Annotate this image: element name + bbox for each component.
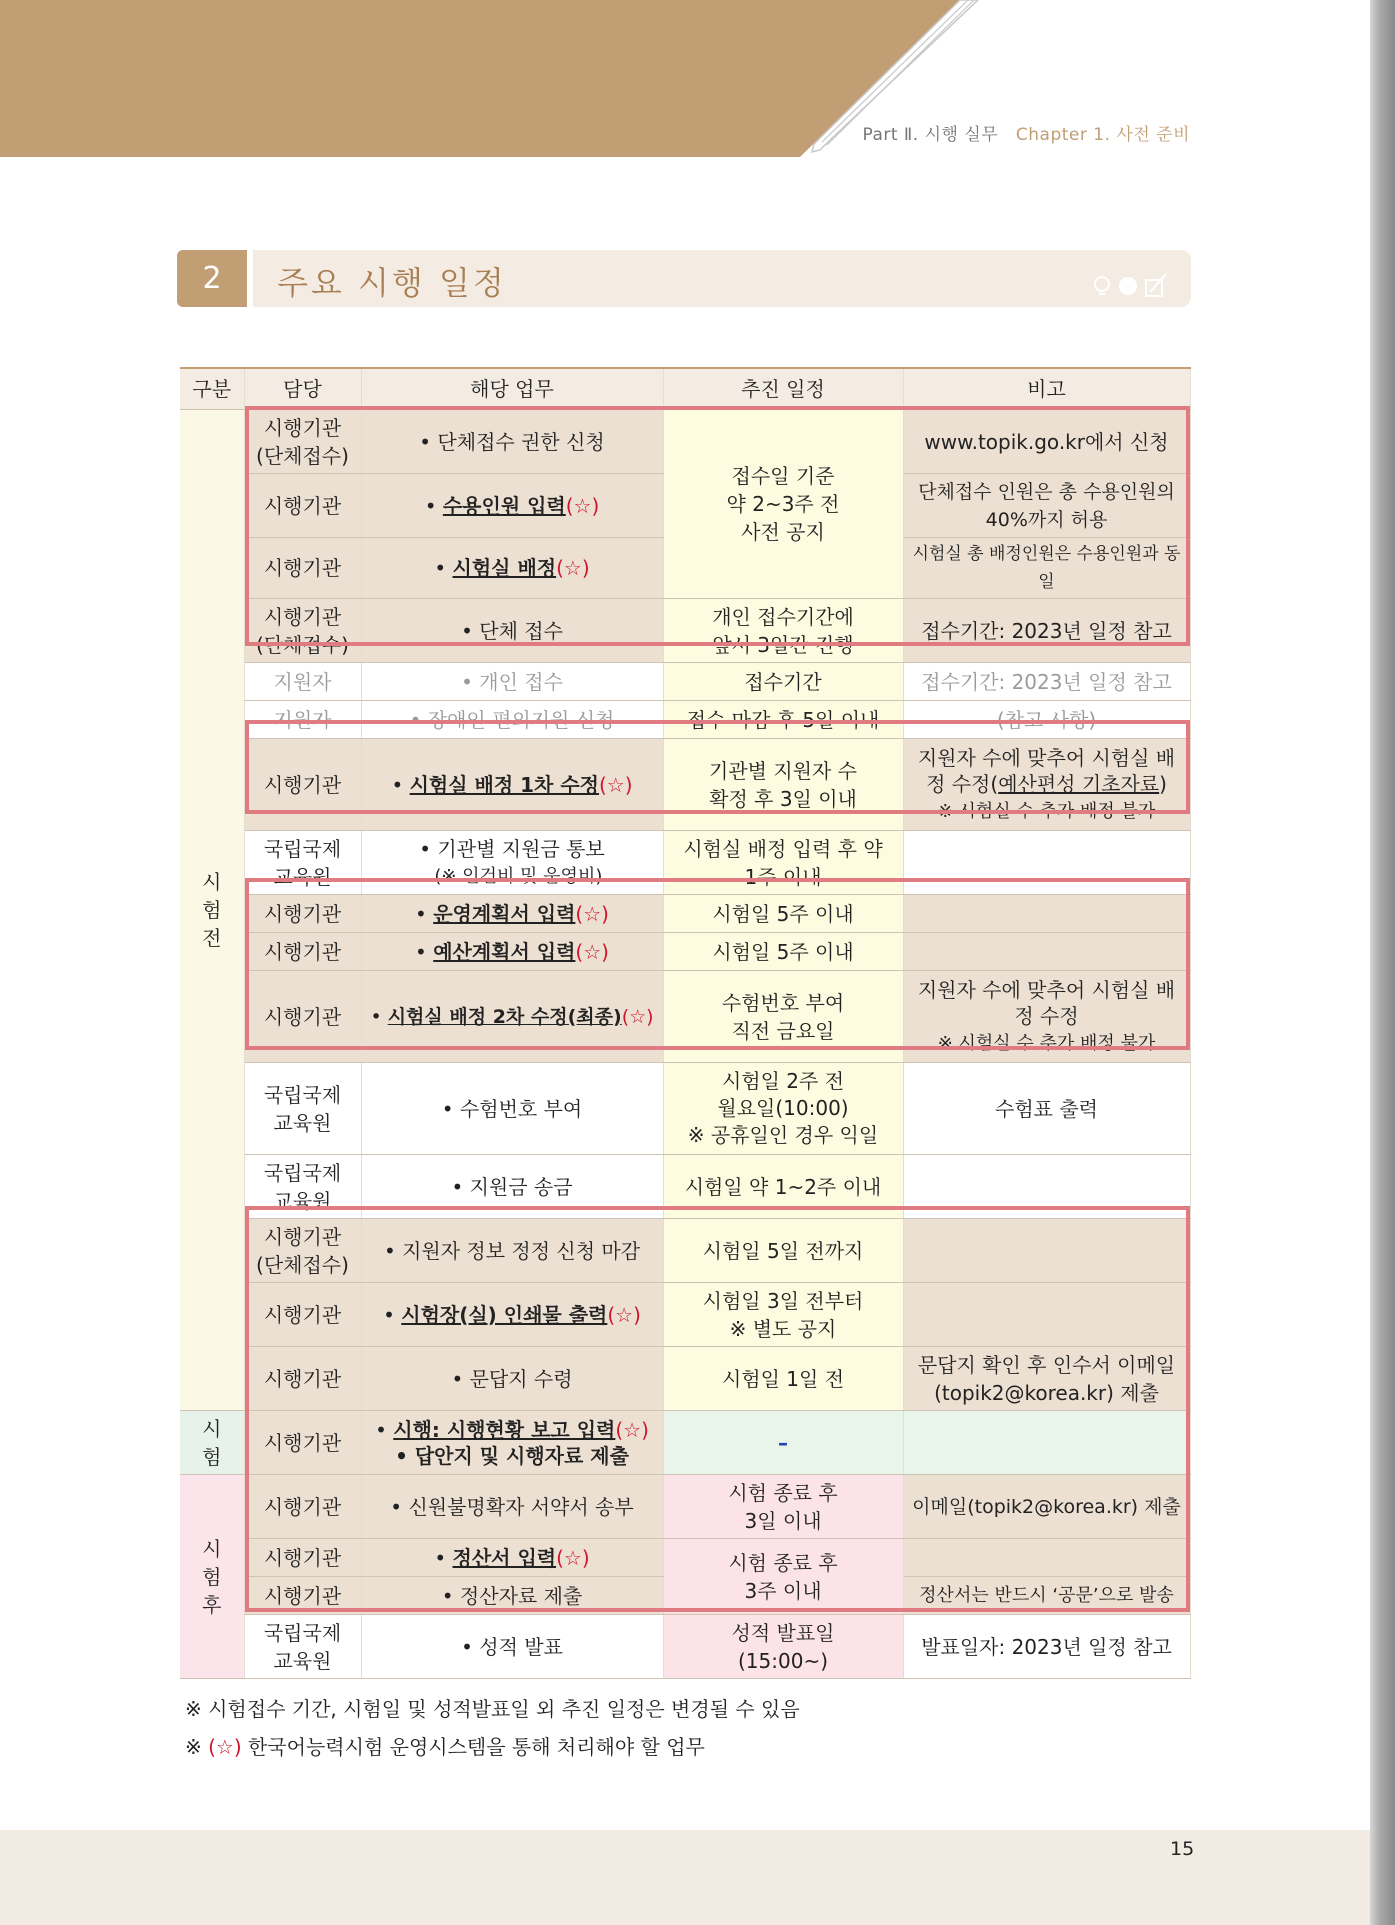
footnote bbox=[185, 1728, 800, 1766]
note-cell bbox=[903, 933, 1190, 971]
bullet: • bbox=[383, 1302, 402, 1327]
owner-cell: 지원자 bbox=[244, 701, 361, 739]
running-header bbox=[862, 120, 1190, 145]
task-cell: • 단체 접수 bbox=[361, 599, 663, 663]
header-note: 비고 bbox=[903, 368, 1190, 410]
schedule-cell: – bbox=[663, 1411, 903, 1475]
note-cell: 시험실 총 배정인원은 수용인원과 동일 bbox=[903, 538, 1190, 599]
owner-cell: 시행기관 bbox=[244, 739, 361, 831]
header-task: 해당 업무 bbox=[361, 368, 663, 410]
task-cell bbox=[361, 895, 663, 933]
task-cell bbox=[361, 933, 663, 971]
owner-cell: 시행기관 bbox=[244, 971, 361, 1063]
decorative-icons bbox=[1090, 272, 1170, 302]
table-row bbox=[180, 831, 1190, 895]
table-row bbox=[180, 1411, 1190, 1475]
lightbulb-icon bbox=[1095, 277, 1109, 294]
table-row bbox=[180, 933, 1190, 971]
note-text: 지원자 수에 맞추어 시험실 배정 수정 bbox=[917, 977, 1176, 1028]
phase-before-label: 시험전 bbox=[202, 870, 222, 950]
phase-during bbox=[180, 1411, 244, 1475]
note-cell: 이메일(topik2@korea.kr) 제출 bbox=[903, 1475, 1190, 1539]
task-cell bbox=[361, 1539, 663, 1577]
note-cell bbox=[903, 739, 1190, 831]
owner-cell: 시행기관 bbox=[244, 1347, 361, 1411]
brain-icon bbox=[1119, 277, 1137, 295]
star-marker: (☆) bbox=[575, 939, 609, 964]
phase-before bbox=[180, 410, 244, 1411]
note-remark: ※ 시험실 수 추가 배정 불가 bbox=[937, 1032, 1156, 1054]
task-text: 시험실 배정 1차 수정 bbox=[409, 772, 599, 797]
star-marker: (☆) bbox=[575, 901, 609, 926]
table-row bbox=[180, 599, 1190, 663]
schedule-cell: 접수일 기준 약 2~3주 전 사전 공지 bbox=[663, 410, 903, 599]
note-text: 지원자 수에 맞추어 시험실 배정 수정( bbox=[917, 745, 1176, 796]
owner-cell: 시행기관 bbox=[244, 474, 361, 538]
note-underlined: 예산편성 기초자료 bbox=[998, 771, 1160, 796]
note-cell: www.topik.go.kr에서 신청 bbox=[903, 410, 1190, 474]
star-marker: (☆) bbox=[208, 1735, 242, 1759]
note-text-end: ) bbox=[1159, 771, 1167, 796]
owner-cell: 시행기관 (단체접수) bbox=[244, 1219, 361, 1283]
star-marker: (☆) bbox=[556, 1545, 590, 1570]
note-cell: 접수기간: 2023년 일정 참고 bbox=[903, 663, 1190, 701]
owner-cell: 국립국제 교육원 bbox=[244, 831, 361, 895]
bullet: • bbox=[415, 901, 434, 926]
header-category: 구분 bbox=[180, 368, 244, 410]
bullet: • bbox=[415, 939, 434, 964]
owner-cell: 지원자 bbox=[244, 663, 361, 701]
schedule-cell: 시험 종료 후 3주 이내 bbox=[663, 1539, 903, 1615]
task-text: 시험실 배정 bbox=[452, 556, 557, 580]
note-pencil-icon bbox=[1146, 274, 1166, 296]
note-cell bbox=[903, 1219, 1190, 1283]
task-text: 정산서 입력 bbox=[452, 1545, 557, 1570]
owner-cell: 시행기관 bbox=[244, 933, 361, 971]
owner-cell: 시행기관 bbox=[244, 1539, 361, 1577]
bullet: • bbox=[370, 1005, 388, 1028]
note-cell bbox=[903, 1539, 1190, 1577]
header-schedule: 추진 일정 bbox=[663, 368, 903, 410]
note-cell: 정산서는 반드시 ‘공문’으로 발송 bbox=[903, 1577, 1190, 1615]
schedule-cell: 접수 마감 후 5일 이내 bbox=[663, 701, 903, 739]
task-text: 시험장(실) 인쇄물 출력 bbox=[401, 1302, 608, 1327]
table-row bbox=[180, 895, 1190, 933]
schedule-cell: 시험실 배정 입력 후 약 1주 이내 bbox=[663, 831, 903, 895]
note-cell: 문답지 확인 후 인수서 이메일 (topik2@korea.kr) 제출 bbox=[903, 1347, 1190, 1411]
owner-cell: 시행기관 (단체접수) bbox=[244, 410, 361, 474]
schedule-cell: 수험번호 부여 직전 금요일 bbox=[663, 971, 903, 1063]
header-owner: 담당 bbox=[244, 368, 361, 410]
note-cell: 접수기간: 2023년 일정 참고 bbox=[903, 599, 1190, 663]
schedule-cell: 접수기간 bbox=[663, 663, 903, 701]
task-text: 예산계획서 입력 bbox=[433, 939, 576, 964]
owner-cell: 시행기관 (단체접수) bbox=[244, 599, 361, 663]
owner-cell: 시행기관 bbox=[244, 1577, 361, 1615]
task-cell bbox=[361, 538, 663, 599]
table-row bbox=[180, 410, 1190, 474]
note-cell: 단체접수 인원은 총 수용인원의 40%까지 허용 bbox=[903, 474, 1190, 538]
owner-cell: 시행기관 bbox=[244, 895, 361, 933]
owner-cell: 국립국제 교육원 bbox=[244, 1615, 361, 1679]
footnote: ※ 시험접수 기간, 시험일 및 성적발표일 외 추진 일정은 변경될 수 있음 bbox=[185, 1697, 800, 1721]
task-cell: • 장애인 편의지원 신청 bbox=[361, 701, 663, 739]
star-marker: (☆) bbox=[565, 493, 600, 518]
table-row bbox=[180, 1475, 1190, 1539]
owner-cell: 시행기관 bbox=[244, 1475, 361, 1539]
schedule-cell: 시험 종료 후 3일 이내 bbox=[663, 1475, 903, 1539]
note-cell bbox=[903, 1155, 1190, 1219]
phase-after-label: 시험후 bbox=[202, 1536, 222, 1617]
footnote-mark: ※ bbox=[185, 1735, 209, 1759]
note-cell bbox=[903, 831, 1190, 895]
note-cell bbox=[903, 1411, 1190, 1475]
owner-cell: 시행기관 bbox=[244, 538, 361, 599]
header-part: Part Ⅱ. 시행 실무 bbox=[862, 125, 999, 145]
phase-after bbox=[180, 1475, 244, 1679]
task-text: • 기관별 지원금 통보 bbox=[419, 836, 605, 861]
task-cell bbox=[361, 474, 663, 538]
section-number: 2 bbox=[177, 250, 247, 307]
task-cell: • 정산자료 제출 bbox=[361, 1577, 663, 1615]
owner-cell: 국립국제 교육원 bbox=[244, 1155, 361, 1219]
schedule-cell: 개인 접수기간에 앞서 3일간 진행 bbox=[663, 599, 903, 663]
schedule-cell: 시험일 5일 전까지 bbox=[663, 1219, 903, 1283]
task-cell bbox=[361, 1411, 663, 1475]
table-row bbox=[180, 701, 1190, 739]
owner-cell: 시행기관 bbox=[244, 1283, 361, 1347]
table-row bbox=[180, 1219, 1190, 1283]
task-subtext: (※ 인건비 및 운영비) bbox=[434, 865, 603, 887]
note-cell bbox=[903, 1283, 1190, 1347]
star-marker: (☆) bbox=[598, 772, 633, 797]
page-number: 15 bbox=[1170, 1838, 1195, 1860]
note-remark: ※ 시험실 수 추가 배정 불가 bbox=[937, 800, 1156, 822]
task-cell: • 단체접수 권한 신청 bbox=[361, 410, 663, 474]
star-marker: (☆) bbox=[621, 1005, 654, 1028]
note-cell: 수험표 출력 bbox=[903, 1063, 1190, 1155]
owner-cell: 국립국제 교육원 bbox=[244, 1063, 361, 1155]
page-edge bbox=[1370, 0, 1395, 1925]
schedule-cell: 기관별 지원자 수 확정 후 3일 이내 bbox=[663, 739, 903, 831]
task-text: 운영계획서 입력 bbox=[433, 901, 576, 926]
task-cell bbox=[361, 831, 663, 895]
task-cell bbox=[361, 971, 663, 1063]
owner-cell: 시행기관 bbox=[244, 1411, 361, 1475]
schedule-table bbox=[180, 367, 1191, 1679]
table-row bbox=[180, 663, 1190, 701]
task-text: 시험실 배정 2차 수정(최종) bbox=[387, 1005, 622, 1028]
note-cell bbox=[903, 895, 1190, 933]
bullet: • bbox=[375, 1417, 394, 1442]
bullet: • bbox=[434, 556, 453, 580]
task-cell: • 개인 접수 bbox=[361, 663, 663, 701]
phase-during-label: 시험 bbox=[202, 1416, 222, 1469]
table-row bbox=[180, 1283, 1190, 1347]
header-chapter: Chapter 1. 사전 준비 bbox=[1015, 125, 1190, 145]
task-cell: • 성적 발표 bbox=[361, 1615, 663, 1679]
schedule-cell: 시험일 약 1~2주 이내 bbox=[663, 1155, 903, 1219]
schedule-cell: 시험일 1일 전 bbox=[663, 1347, 903, 1411]
task-cell: • 수험번호 부여 bbox=[361, 1063, 663, 1155]
footer-band bbox=[0, 1830, 1370, 1925]
task-text-2: • 답안지 및 시행자료 제출 bbox=[395, 1443, 629, 1468]
table-row bbox=[180, 1615, 1190, 1679]
star-marker: (☆) bbox=[607, 1302, 641, 1327]
bullet: • bbox=[424, 493, 443, 518]
table-row bbox=[180, 739, 1190, 831]
task-cell: • 문답지 수령 bbox=[361, 1347, 663, 1411]
star-marker: (☆) bbox=[615, 1417, 649, 1442]
task-text: 수용인원 입력 bbox=[442, 493, 566, 518]
schedule-cell: 시험일 5주 이내 bbox=[663, 895, 903, 933]
table-row bbox=[180, 1347, 1190, 1411]
table-row bbox=[180, 1539, 1190, 1577]
table-row bbox=[180, 1155, 1190, 1219]
task-cell bbox=[361, 739, 663, 831]
schedule-cell: 성적 발표일 (15:00~) bbox=[663, 1615, 903, 1679]
task-cell: • 지원자 정보 정정 신청 마감 bbox=[361, 1219, 663, 1283]
table-header-row bbox=[180, 368, 1190, 410]
task-text: 시행: 시행현황 보고 입력 bbox=[393, 1417, 616, 1442]
note-cell bbox=[903, 971, 1190, 1063]
star-marker: (☆) bbox=[556, 556, 590, 580]
schedule-cell: 시험일 3일 전부터 ※ 별도 공지 bbox=[663, 1283, 903, 1347]
note-cell: 발표일자: 2023년 일정 참고 bbox=[903, 1615, 1190, 1679]
task-cell: • 지원금 송금 bbox=[361, 1155, 663, 1219]
table-row bbox=[180, 1063, 1190, 1155]
section-title: 주요 시행 일정 bbox=[277, 264, 507, 302]
bullet: • bbox=[434, 1545, 453, 1570]
footnotes bbox=[185, 1690, 800, 1766]
footnote-text: 한국어능력시험 운영시스템을 통해 처리해야 할 업무 bbox=[248, 1735, 705, 1759]
schedule-cell: 시험일 5주 이내 bbox=[663, 933, 903, 971]
bullet: • bbox=[391, 772, 410, 797]
note-cell: (참고 사항) bbox=[903, 701, 1190, 739]
schedule-cell: 시험일 2주 전 월요일(10:00) ※ 공휴일인 경우 익일 bbox=[663, 1063, 903, 1155]
task-cell bbox=[361, 1283, 663, 1347]
table-row bbox=[180, 971, 1190, 1063]
task-cell: • 신원불명확자 서약서 송부 bbox=[361, 1475, 663, 1539]
